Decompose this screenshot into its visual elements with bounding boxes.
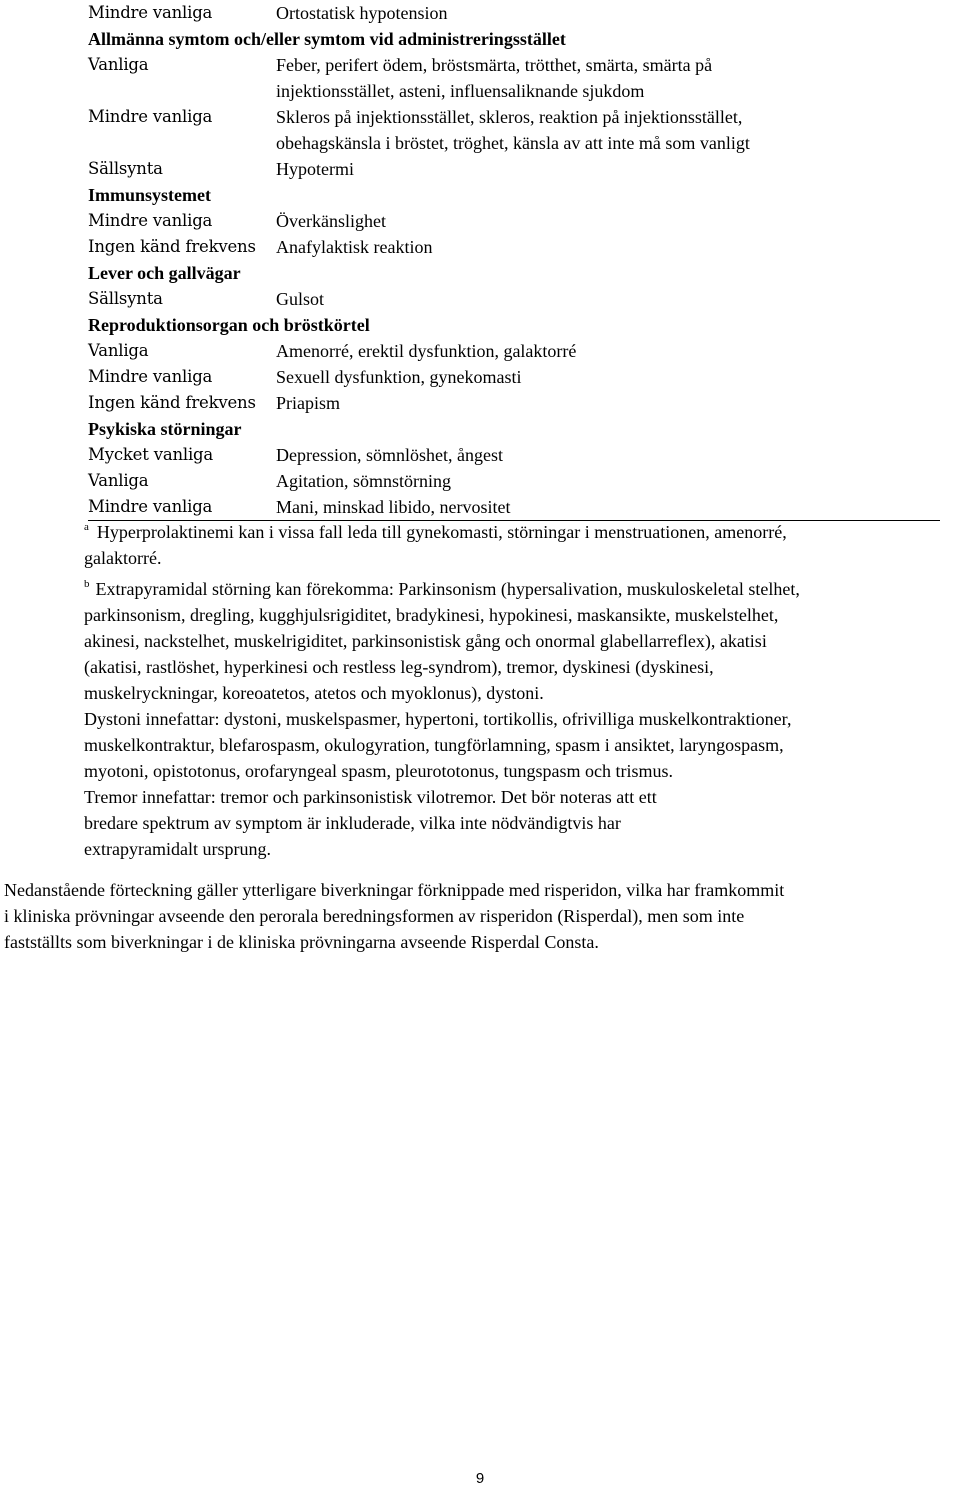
reaction-cell: Depression, sömnlöshet, ångest — [276, 445, 503, 465]
frequency-cell: Vanliga — [88, 341, 149, 360]
table-row — [88, 208, 940, 234]
reaction-cell: Amenorré, erektil dysfunktion, galaktorré — [276, 341, 577, 361]
footnote-line: muskelkontraktur, blefarospasm, okulogyration, tungförlamning, spasm i ansiktet, laryngospasm, — [84, 735, 784, 755]
organ-class-heading: Immunsystemet — [88, 185, 211, 205]
frequency-cell: Mindre vanliga — [88, 211, 213, 230]
table-footnotes — [84, 514, 950, 862]
reaction-cell: Agitation, sömnstörning — [276, 471, 451, 491]
footnote-line: (akatisi, rastlöshet, hyperkinesi och restless leg-syndrom), tremor, dyskinesi (dyskinesi, — [84, 657, 714, 677]
frequency-cell: Sällsynta — [88, 289, 163, 308]
footnote-text: Extrapyramidal störning kan förekomma: Parkinsonism (hypersalivation, muskuloskeletal stelhet, — [95, 579, 800, 599]
paragraph-line: i kliniska prövningar avseende den perorala beredningsformen av risperidon (Risperdal), men som inte — [4, 906, 745, 926]
table-row — [88, 286, 940, 312]
table-row — [88, 468, 940, 494]
reaction-cell — [276, 104, 940, 156]
footnote-marker: a — [84, 521, 89, 533]
frequency-cell: Vanliga — [88, 471, 149, 490]
paragraph-line: fastställts som biverkningar i de kliniska prövningarna avseende Risperdal Consta. — [4, 932, 599, 952]
reaction-cell: Hypotermi — [276, 159, 354, 179]
frequency-cell: Sällsynta — [88, 159, 163, 178]
side-effects-table — [88, 0, 940, 521]
footnote-b — [84, 571, 950, 602]
reaction-cell: Gulsot — [276, 289, 325, 309]
footnote-line: Tremor innefattar: tremor och parkinsonistisk vilotremor. Det bör noteras att ett — [84, 787, 657, 807]
table-row — [88, 364, 940, 390]
frequency-cell: Mindre vanliga — [88, 367, 213, 386]
table-row — [88, 0, 940, 26]
table-row — [88, 52, 940, 104]
organ-class-heading: Reproduktionsorgan och bröstkörtel — [88, 315, 370, 335]
table-row — [88, 104, 940, 156]
reaction-cell: Överkänslighet — [276, 211, 386, 231]
footnote-line: muskelryckningar, koreoatetos, atetos och myoklonus), dystoni. — [84, 683, 544, 703]
reaction-cell — [276, 52, 940, 104]
reaction-line: obehagskänsla i bröstet, tröghet, känsla av att inte må som vanligt — [276, 133, 750, 153]
footnote-line: Dystoni innefattar: dystoni, muskelspasmer, hypertoni, tortikollis, ofrivilliga muskelkontraktioner, — [84, 709, 792, 729]
footnote-marker: b — [84, 578, 90, 590]
table-row — [88, 234, 940, 260]
table-row — [88, 338, 940, 364]
footnote-line: extrapyramidalt ursprung. — [84, 839, 271, 859]
paragraph-line: Nedanstående förteckning gäller ytterligare biverkningar förknippade med risperidon, vilka har framkommit — [4, 880, 785, 900]
page-number: 9 — [475, 1470, 485, 1487]
footnote-line: bredare spektrum av symptom är inkluderade, vilka inte nödvändigtvis har — [84, 813, 621, 833]
frequency-cell: Ingen känd frekvens — [88, 393, 256, 412]
frequency-cell: Mindre vanliga — [88, 497, 213, 516]
table-row — [88, 390, 940, 416]
frequency-cell: Mindre vanliga — [88, 107, 213, 126]
table-row — [88, 156, 940, 182]
reaction-line: Skleros på injektionsstället, skleros, reaktion på injektionsstället, — [276, 107, 743, 127]
reaction-line: Feber, perifert ödem, bröstsmärta, trötthet, smärta, smärta på — [276, 55, 713, 75]
reaction-line: injektionsstället, asteni, influensaliknande sjukdom — [276, 81, 645, 101]
frequency-cell: Mindre vanliga — [88, 3, 213, 22]
footnote-line: galaktorré. — [84, 548, 162, 568]
frequency-cell: Ingen känd frekvens — [88, 237, 256, 256]
organ-class-heading: Lever och gallvägar — [88, 263, 241, 283]
footnote-text: Hyperprolaktinemi kan i vissa fall leda till gynekomasti, störningar i menstruationen, amenorré, — [96, 522, 787, 542]
footnote-line: myotoni, opistotonus, orofaryngeal spasm, pleurototonus, tungspasm och trismus. — [84, 761, 673, 781]
table-row — [88, 442, 940, 468]
footnote-a — [84, 514, 950, 545]
reaction-cell: Priapism — [276, 393, 341, 413]
reaction-cell: Sexuell dysfunktion, gynekomasti — [276, 367, 522, 387]
body-paragraph — [4, 877, 956, 955]
frequency-cell: Vanliga — [88, 55, 149, 74]
organ-class-heading: Psykiska störningar — [88, 419, 242, 439]
reaction-cell: Anafylaktisk reaktion — [276, 237, 433, 257]
organ-class-heading: Allmänna symtom och/eller symtom vid administreringsstället — [88, 29, 566, 49]
footnote-line: akinesi, nackstelhet, muskelrigiditet, parkinsonistisk gång och onormal glabellarreflex), akatisi — [84, 631, 767, 651]
footnote-line: parkinsonism, dregling, kugghjulsrigiditet, bradykinesi, hypokinesi, maskansikte, muskelstelhet, — [84, 605, 779, 625]
frequency-cell: Mycket vanliga — [88, 445, 214, 464]
reaction-cell: Ortostatisk hypotension — [276, 3, 448, 23]
reaction-cell: Mani, minskad libido, nervositet — [276, 497, 511, 517]
